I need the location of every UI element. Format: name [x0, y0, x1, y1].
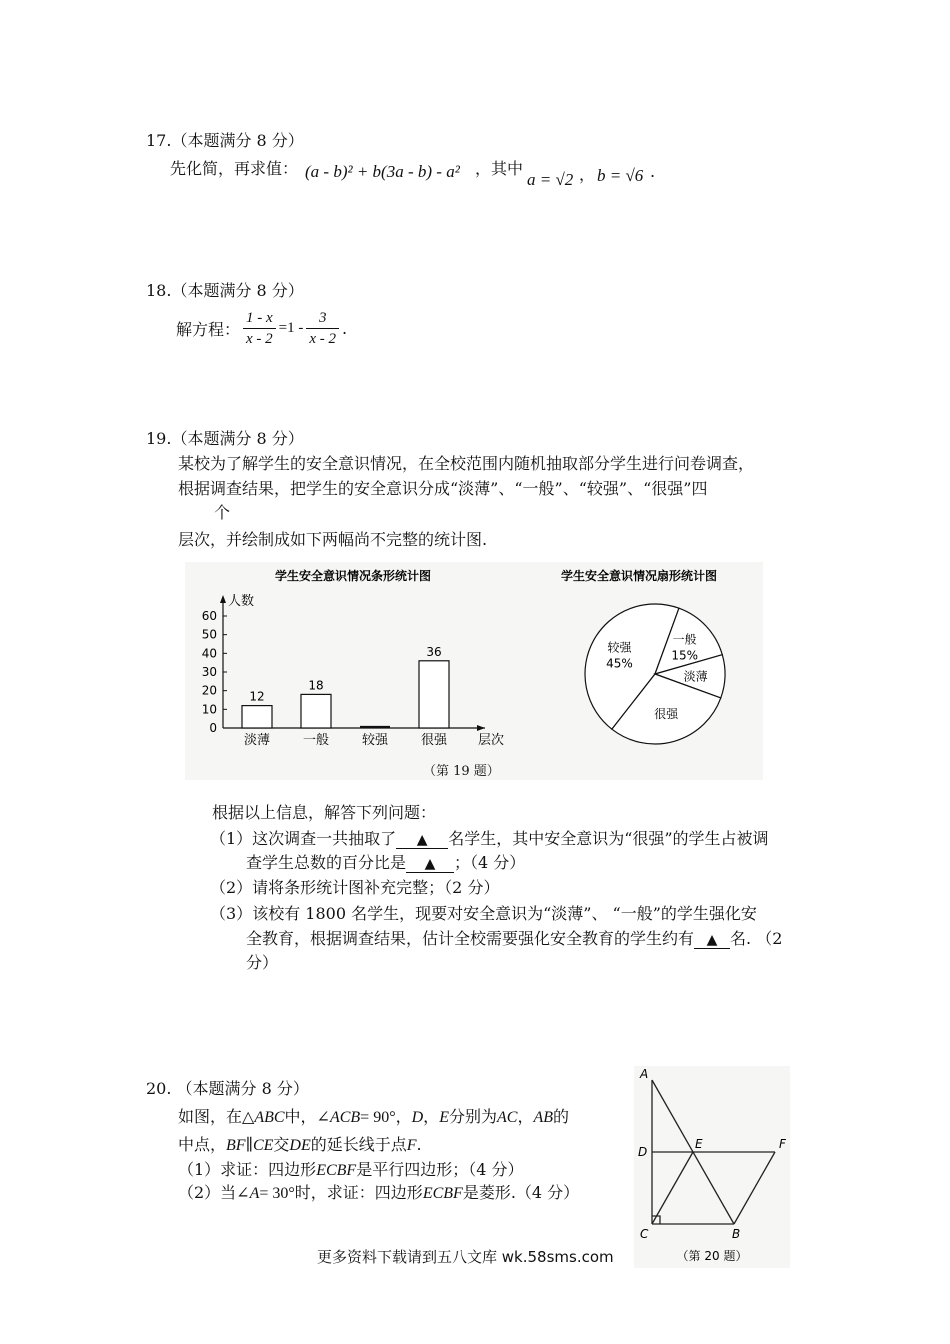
q19-paragraph-line1: 某校为了解学生的安全意识情况，在全校范围内随机抽取部分学生进行问卷调查， [178, 454, 755, 473]
q17-where: ，其中 [475, 159, 524, 178]
bar-data-label: 12 [249, 689, 265, 704]
q19-paragraph-line2: 根据调查结果，把学生的安全意识分成“淡薄”、“一般”、“较强”、“很强”四 [178, 479, 708, 498]
y-tick-label: 60 [201, 609, 217, 623]
q19-sub3-text-d: 名. （2 [730, 929, 783, 948]
category-label: 很强 [420, 733, 448, 748]
q17-comma: ， [579, 165, 596, 184]
y-tick-label: 50 [201, 627, 217, 642]
q17-period: . [650, 162, 656, 181]
category-label: 淡薄 [243, 733, 271, 748]
q20-figure-caption: （第 20 题） [676, 1249, 748, 1263]
q18-equation [176, 308, 347, 349]
bar-很强 [419, 661, 449, 728]
label-f: F [779, 1137, 786, 1151]
q19-sub3-text-b: 该校有 1800 名学生，现要对安全意识为“淡薄”、 “一般”的学生强化安 [252, 904, 757, 923]
q19-sub1-text-a: （1）这次调查一共抽取了 [210, 829, 397, 848]
category-label: 较强 [361, 733, 389, 748]
segment-ce [652, 1152, 693, 1224]
pie-slice-label: 淡薄 [683, 669, 708, 684]
q20-heading: 20. （本题满分 8 分） [146, 1079, 309, 1098]
q18-lhs-fraction [243, 308, 276, 349]
q18-lhs-denominator: x - 2 [246, 331, 273, 347]
q19-sub3-line2 [246, 926, 782, 949]
q19-sub3-text-a: （3） [210, 904, 253, 923]
triangle-diagram [634, 1066, 790, 1268]
label-c: C [640, 1227, 649, 1241]
pie-chart [525, 562, 763, 752]
q20-line1: 如图，在△ABC中，∠ACB= 90°，D，E分别为AC，AB的 [178, 1107, 570, 1126]
q19-paragraph-line3: 层次，并绘制成如下两幅尚不完整的统计图. [178, 530, 488, 549]
q18-rhs-denominator: x - 2 [309, 331, 337, 347]
answer-blank-total[interactable] [396, 829, 448, 849]
x-axis-arrow-icon [477, 725, 485, 731]
label-d: D [638, 1145, 648, 1159]
q19-sub3-line3: 分） [246, 953, 279, 972]
footer-download-note[interactable]: 更多资料下载请到五八文库 wk.58sms.com [317, 1248, 614, 1266]
q19-sub1-line1 [210, 826, 769, 849]
blank-triangle-icon: ▲ [706, 932, 718, 948]
pie-slice-percent: 45% [606, 656, 633, 671]
pie-slice-label: 很强 [654, 707, 679, 722]
y-tick-label: 0 [209, 721, 217, 735]
pie-slice-label: 较强 [607, 640, 632, 655]
y-tick-label: 10 [201, 702, 217, 717]
q17-heading: 17.（本题满分 8 分） [146, 131, 304, 150]
q18-lhs-numerator: 1 - x [243, 308, 276, 329]
bar-chart-x-label: 层次 [478, 733, 505, 748]
q19-figure [185, 562, 763, 780]
blank-triangle-icon: ▲ [416, 832, 428, 848]
q18-equals: =1 - [278, 320, 304, 336]
q20-sub2: （2）当∠A= 30°时，求证：四边形ECBF是菱形.（4 分） [178, 1183, 580, 1202]
q19-sub2: （2）请将条形统计图补充完整；（2 分） [210, 878, 500, 897]
bar-chart [185, 562, 525, 752]
pie-slice-percent: 15% [671, 648, 699, 663]
q17-condition-a: a = √2 [527, 170, 574, 189]
q20-line2: 中点，BF∥CE交DE的延长线于点F. [178, 1135, 422, 1154]
q18-rhs-numerator: 3 [306, 308, 339, 329]
q20-sub1: （1）求证：四边形ECBF是平行四边形；（4 分） [178, 1160, 524, 1179]
bar-一般 [301, 694, 331, 728]
pie-slice-label: 一般 [672, 632, 697, 647]
category-label: 一般 [302, 733, 330, 748]
y-tick-label: 40 [201, 646, 217, 661]
y-axis-arrow-icon [220, 595, 226, 603]
q19-heading: 19.（本题满分 8 分） [146, 429, 304, 448]
bar-淡薄 [242, 706, 272, 728]
q17-condition-b: b = √6 [597, 166, 644, 185]
y-tick-label: 30 [201, 665, 217, 679]
q19-lead: 根据以上信息，解答下列问题： [212, 803, 437, 822]
q19-figure-caption: （第 19 题） [423, 764, 500, 779]
answer-blank-estimate[interactable] [694, 929, 730, 949]
q19-sub1-text-b: 名学生，其中安全意识为“很强”的学生占被调 [448, 829, 769, 848]
y-tick-label: 20 [201, 683, 217, 698]
q19-sub1-text-d: ；（4 分） [454, 853, 526, 872]
bar-chart-title: 学生安全意识情况条形统计图 [274, 569, 432, 583]
q19-sub1-text-c: 查学生总数的百分比是 [246, 853, 407, 872]
bar-data-label: 36 [426, 644, 442, 659]
q19-paragraph-line2-wrap: 个 [214, 503, 231, 522]
label-b: B [732, 1227, 741, 1241]
q17-expression: (a - b)² + b(3a - b) - a² [305, 162, 460, 181]
blank-triangle-icon: ▲ [424, 856, 436, 872]
q19-sub1-line2 [246, 850, 525, 873]
bar-data-label: 18 [308, 678, 324, 693]
label-e: E [695, 1137, 703, 1151]
answer-blank-percentage[interactable] [406, 853, 454, 873]
q19-sub3-line1 [210, 901, 757, 924]
q18-period: . [342, 319, 348, 338]
q18-heading: 18.（本题满分 8 分） [146, 281, 304, 300]
q18-rhs-fraction [306, 308, 339, 349]
q17-instruction: 先化简，再求值： [170, 159, 299, 178]
pie-chart-title: 学生安全意识情况扇形统计图 [560, 569, 718, 583]
segment-bf [734, 1152, 775, 1224]
q20-figure [634, 1066, 790, 1268]
q18-instruction: 解方程： [176, 320, 241, 339]
label-a: A [640, 1067, 649, 1081]
bar-chart-y-label: 人数 [228, 594, 255, 609]
q19-sub3-text-c: 全教育，根据调查结果，估计全校需要强化安全教育的学生约有 [246, 929, 695, 948]
